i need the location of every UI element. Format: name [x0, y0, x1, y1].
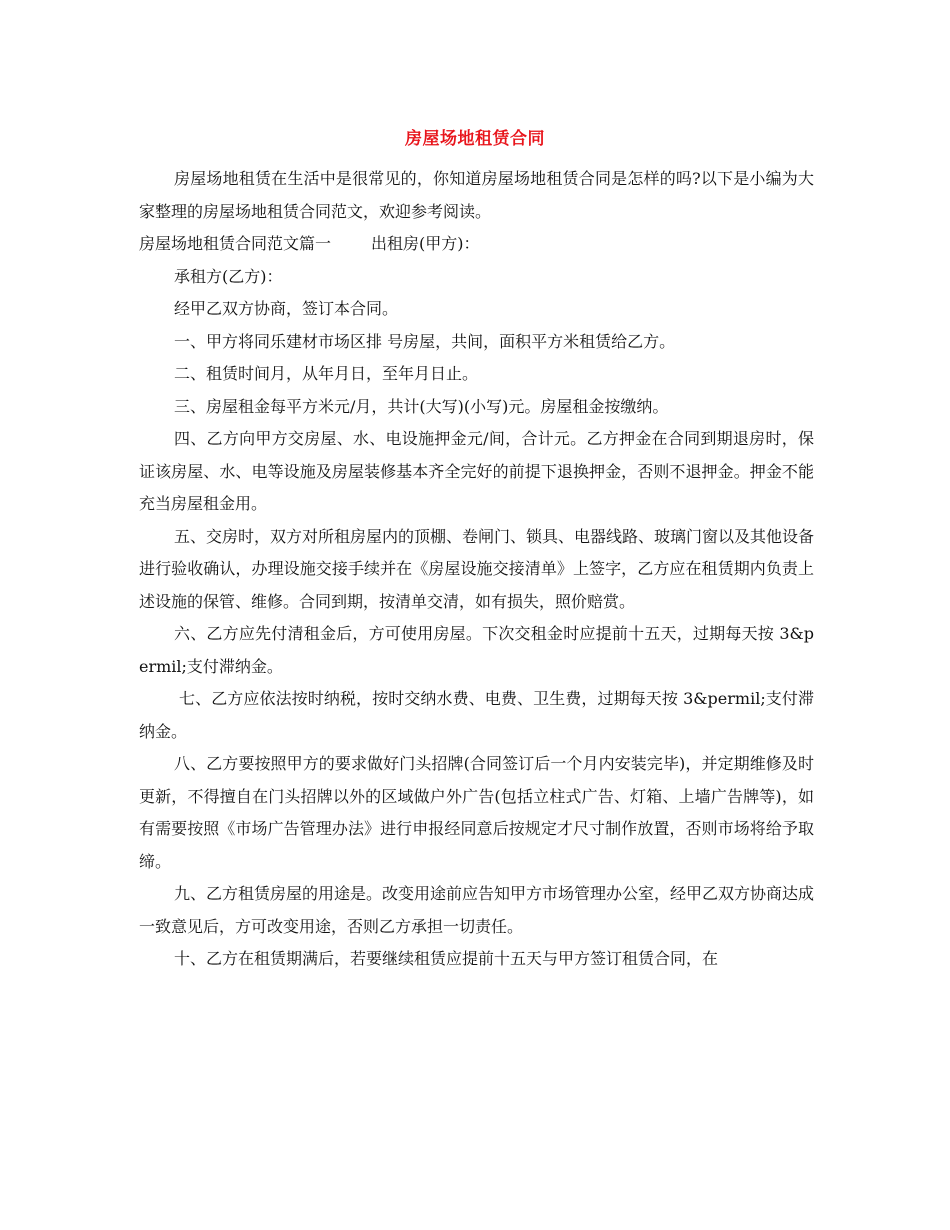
clause-paragraph: 八、乙方要按照甲方的要求做好门头招牌(合同签订后一个月内安装完毕)，并定期维修及时更新，不得擅自在门头招牌以外的区域做户外广告(包括立柱式广告、灯箱、上墙广告牌等)，如有需要按照《市场广告管理办法》进行申报经同意后按规定才尺寸制作放置，否则市场将给予取缔。 — [139, 754, 814, 871]
clause-paragraph: 五、交房时，双方对所租房屋内的顶棚、卷闸门、锁具、电器线路、玻璃门窗以及其他设备进行验收确认，办理设施交接手续并在《房屋设施交接清单》上签字，乙方应在租赁期内负责上述设施的保管、维修。合同到期，按清单交清，如有损失，照价赔赏。 — [139, 526, 815, 611]
clause-paragraph: 四、乙方向甲方交房屋、水、电设施押金元/间，合计元。乙方押金在合同到期退房时，保证该房屋、水、电等设施及房屋装修基本齐全完好的前提下退换押金，否则不退押金。押金不能充当房屋租金用。 — [139, 429, 814, 513]
clause-paragraph: 九、乙方租赁房屋的用途是。改变用途前应告知甲方市场管理办公室，经甲乙双方协商达成一致意见后，方可改变用途，否则乙方承担一切责任。 — [139, 884, 815, 936]
lessee-label: 承租方(乙方)： — [174, 266, 283, 286]
agreement-paragraph: 经甲乙双方协商，签订本合同。 — [174, 299, 399, 318]
clause-paragraph: 六、乙方应先付清租金后，方可使用房屋。下次交租金时应提前十五天，过期每天按 3&permil;支付滞纳金。 — [139, 624, 814, 676]
clause-paragraph: 二、租赁时间月，从年月日，至年月日止。 — [174, 364, 479, 383]
lessor-label: 出租房(甲方)： — [371, 234, 480, 253]
clause-paragraph: 七、乙方应依法按时纳税，按时交纳水费、电费、卫生费，过期每天按 3&permil;支付滞纳金。 — [139, 689, 814, 741]
section-heading: 房屋场地租赁合同范文篇一 — [139, 234, 332, 253]
clause-paragraph: 一、甲方将同乐建材市场区排 号房屋，共间，面积平方米租赁给乙方。 — [174, 331, 676, 351]
section-heading-line — [139, 228, 814, 261]
intro-paragraph: 房屋场地租赁在生活中是很常见的，你知道房屋场地租赁合同是怎样的吗?以下是小编为大家整理的房屋场地租赁合同范文，欢迎参考阅读。 — [139, 169, 814, 221]
clause-paragraph: 十、乙方在租赁期满后，若要继续租赁应提前十五天与甲方签订租赁合同，在 — [174, 949, 719, 968]
clause-paragraph: 三、房屋租金每平方米元/月，共计(大写)(小写)元。房屋租金按缴纳。 — [174, 396, 669, 416]
document-title: 房屋场地租赁合同 — [405, 129, 545, 149]
document-body — [139, 163, 814, 976]
